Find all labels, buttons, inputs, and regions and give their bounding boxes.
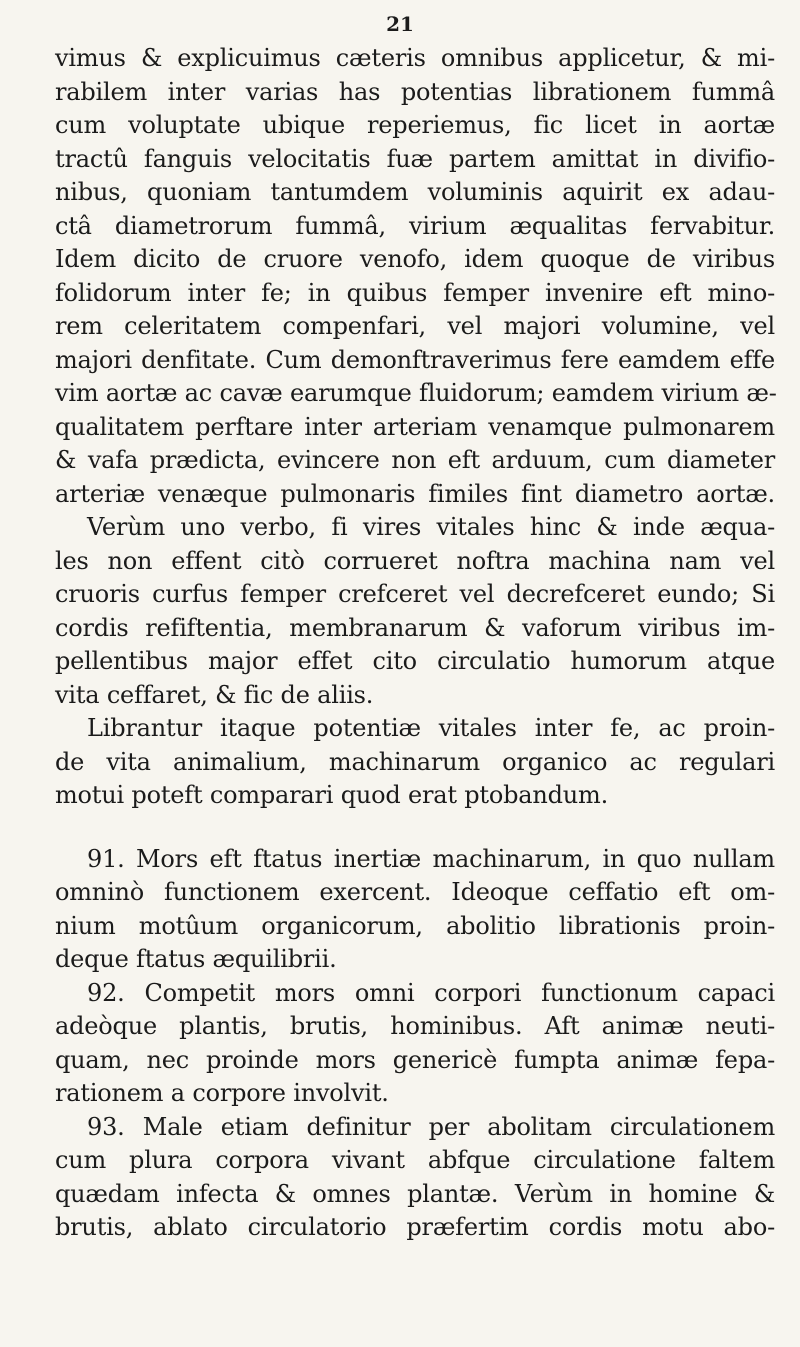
text-line: rationem a corpore involvit. xyxy=(55,1079,389,1107)
text-line: cruoris curfus femper crefceret vel decrefceret eundo; Si xyxy=(55,580,775,608)
text-line: vimus & explicuimus cæteris omnibus applicetur, & mi- xyxy=(55,44,775,72)
text-line: vita ceffaret, & fic de aliis. xyxy=(55,680,374,709)
body-text xyxy=(55,42,775,1245)
text-line: & vafa prædicta, evincere non eft arduum, cum diameter xyxy=(55,446,775,474)
text-line: cum plura corpora vivant abfque circulatione faltem xyxy=(55,1146,775,1174)
text-line: brutis, ablato circulatorio præfertim cordis motu abo- xyxy=(55,1213,775,1241)
text-line: folidorum inter fe; in quibus femper invenire eft mino- xyxy=(55,278,775,307)
text-line: arteriæ venæque pulmonaris fimiles fint diametro aortæ. xyxy=(55,479,775,508)
text-line: qualitatem perftare inter arteriam venamque pulmonarem xyxy=(55,412,775,441)
text-line: de vita animalium, machinarum organico ac regulari xyxy=(55,747,775,776)
text-line: quædam infecta & omnes plantæ. Verùm in homine & xyxy=(55,1179,775,1208)
text-line: deque ftatus æquilibrii. xyxy=(55,945,337,973)
text-line: ctâ diametrorum fummâ, virium æqualitas fervabitur. xyxy=(55,211,775,240)
paragraph-gap xyxy=(55,813,775,843)
text-line: cordis refiftentia, membranarum & vaforum viribus im- xyxy=(55,613,775,642)
text-line: rabilem inter varias has potentias librationem fummâ xyxy=(55,77,775,106)
page-number: 21 xyxy=(386,12,414,36)
text-line: motui poteft comparari quod erat ptobandum. xyxy=(55,781,609,809)
text-line: rem celeritatem compenfari, vel majori volumine, vel xyxy=(55,312,775,340)
text-line: quam, nec proinde mors genericè fumpta animæ fepa- xyxy=(55,1045,775,1074)
text-line: 93. Male etiam definitur per abolitam circulationem xyxy=(87,1112,775,1141)
text-line: pellentibus major effet cito circulatio humorum atque xyxy=(55,647,775,675)
text-line: 92. Competit mors omni corpori functionum capaci xyxy=(87,978,775,1007)
text-line: cum voluptate ubique reperiemus, fic licet in aortæ xyxy=(55,111,775,139)
text-line: adeòque plantis, brutis, hominibus. Aft animæ neuti- xyxy=(55,1012,775,1040)
text-line: tractû fanguis velocitatis fuæ partem amittat in divifio- xyxy=(55,144,775,173)
text-line: 91. Mors eft ftatus inertiæ machinarum, in quo nullam xyxy=(87,844,775,873)
text-line: Idem dicito de cruore venofo, idem quoque de viribus xyxy=(55,245,775,273)
text-line: Verùm uno verbo, fi vires vitales hinc & inde æqua- xyxy=(87,513,775,541)
text-line: vim aortæ ac cavæ earumque fluidorum; eamdem virium æ- xyxy=(55,379,777,407)
text-line: omninò functionem exercent. Ideoque ceffatio eft om- xyxy=(55,878,775,906)
text-line: les non effent citò corrueret noftra machina nam vel xyxy=(55,546,775,575)
text-line: majori denfitate. Cum demonftraverimus fere eamdem effe xyxy=(55,345,775,374)
text-line: Librantur itaque potentiæ vitales inter fe, ac proin- xyxy=(87,714,775,742)
text-line: nibus, quoniam tantumdem voluminis aquirit ex adau- xyxy=(55,178,775,206)
text-line: nium motûum organicorum, abolitio librationis proin- xyxy=(55,911,775,940)
